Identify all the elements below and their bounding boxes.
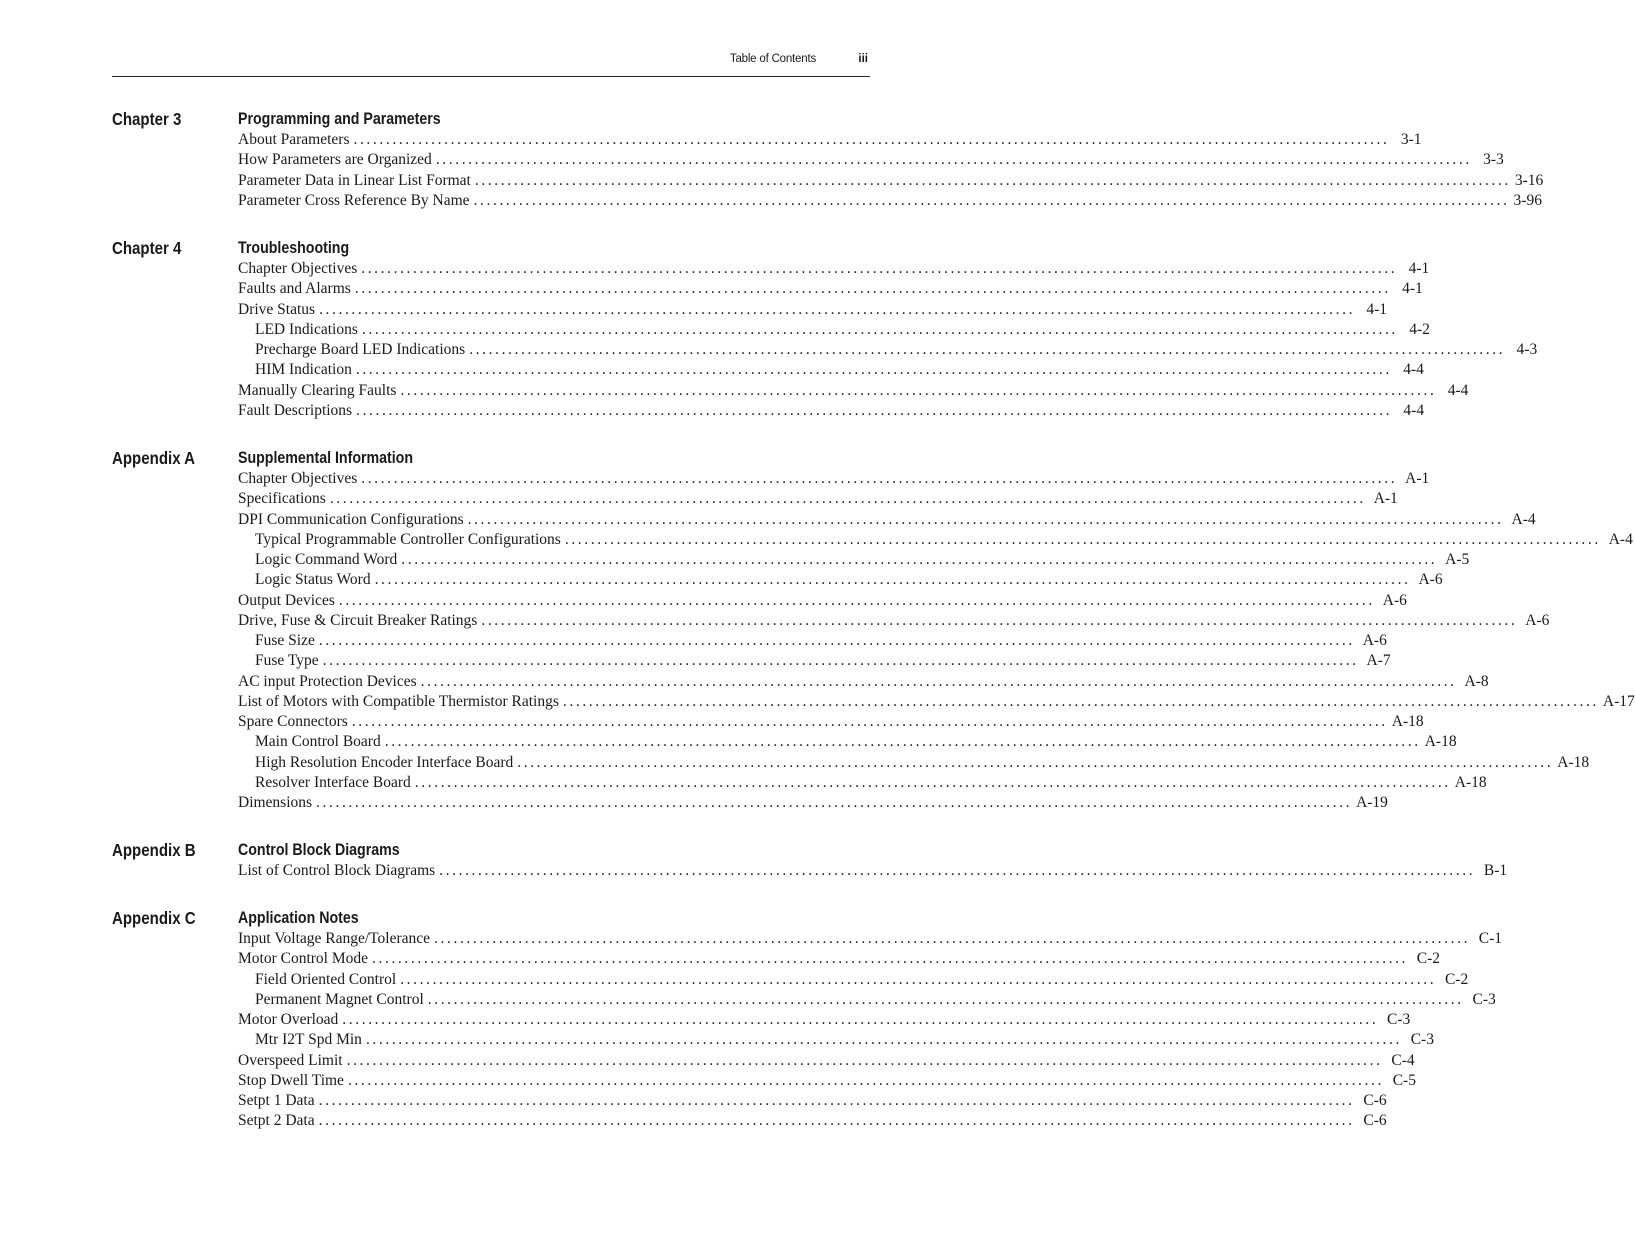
dot-leader: ................................................................................................................................................................ bbox=[319, 300, 1356, 318]
dot-leader: ................................................................................................................................................................ bbox=[474, 171, 1511, 189]
toc-entry-page: 4-4 bbox=[1447, 381, 1469, 399]
toc-entry-page: C-1 bbox=[1478, 930, 1503, 947]
dot-leader: ................................................................................................................................................................ bbox=[469, 341, 1506, 358]
dot-leader: ................................................................................................................................................................ bbox=[342, 1011, 1379, 1028]
toc-entry-page: A-18 bbox=[1557, 753, 1590, 771]
toc-entry-page: C-6 bbox=[1363, 1112, 1387, 1130]
toc-entry-page: C-2 bbox=[1444, 970, 1469, 988]
toc-entry-list bbox=[238, 930, 1503, 1133]
toc-entry-page: A-6 bbox=[1525, 611, 1550, 629]
toc-entry[interactable] bbox=[238, 970, 1469, 991]
toc-entry-page: 4-1 bbox=[1366, 300, 1388, 318]
dot-leader: ................................................................................................................................................................ bbox=[517, 753, 1554, 771]
toc-entry-page: B-1 bbox=[1483, 862, 1508, 879]
dot-leader: ................................................................................................................................................................ bbox=[351, 713, 1388, 730]
dot-leader: ................................................................................................................................................................ bbox=[322, 652, 1359, 670]
toc-entry[interactable] bbox=[238, 773, 1487, 794]
dot-leader: ................................................................................................................................................................ bbox=[400, 381, 1437, 399]
dot-leader: ................................................................................................................................................................ bbox=[347, 1071, 1384, 1089]
toc-entry-title: Motor Overload bbox=[238, 1011, 339, 1028]
toc-entry[interactable] bbox=[238, 401, 1425, 422]
toc-entry[interactable] bbox=[238, 361, 1424, 381]
toc-entry-page: C-6 bbox=[1363, 1092, 1387, 1109]
section-label: Chapter 3 bbox=[112, 109, 182, 129]
toc-entry[interactable] bbox=[238, 551, 1470, 571]
dot-leader: ................................................................................................................................................................ bbox=[346, 1051, 1383, 1069]
toc-entry[interactable] bbox=[238, 171, 1544, 192]
toc-entry[interactable] bbox=[238, 1112, 1387, 1132]
toc-entry[interactable] bbox=[238, 260, 1430, 280]
toc-entry-page: 4-4 bbox=[1403, 401, 1425, 419]
toc-entry-page: C-5 bbox=[1392, 1071, 1416, 1089]
toc-entry[interactable] bbox=[238, 191, 1542, 212]
toc-entry-page: A-1 bbox=[1405, 470, 1430, 487]
toc-entry[interactable] bbox=[238, 341, 1538, 361]
toc-entry-page: 4-1 bbox=[1408, 260, 1430, 277]
toc-entry-title: Resolver Interface Board bbox=[255, 773, 411, 791]
dot-leader: ................................................................................................................................................................ bbox=[361, 320, 1398, 338]
toc-entry-title: Fuse Size bbox=[255, 632, 315, 649]
toc-entry[interactable] bbox=[238, 151, 1504, 171]
toc-entry-title: Parameter Cross Reference By Name bbox=[238, 191, 470, 209]
dot-leader: ................................................................................................................................................................ bbox=[318, 632, 1355, 649]
section-title[interactable]: Control Block Diagrams bbox=[238, 841, 400, 859]
toc-entry[interactable] bbox=[238, 280, 1423, 300]
toc-entry[interactable] bbox=[238, 320, 1430, 341]
toc-entry[interactable] bbox=[238, 300, 1388, 321]
toc-entry-page: C-2 bbox=[1416, 950, 1441, 968]
toc-entry-page: 3-1 bbox=[1400, 131, 1422, 148]
toc-entry-title: List of Control Block Diagrams bbox=[238, 862, 436, 879]
toc-entry-page: A-18 bbox=[1454, 773, 1487, 791]
section-label: Appendix B bbox=[112, 840, 196, 860]
toc-entry[interactable] bbox=[238, 930, 1503, 950]
page-header bbox=[112, 52, 870, 77]
toc-entry-title: Main Control Board bbox=[255, 733, 381, 751]
toc-entry[interactable] bbox=[238, 510, 1536, 531]
toc-entry[interactable] bbox=[238, 381, 1469, 402]
toc-entry-title: Chapter Objectives bbox=[238, 470, 358, 487]
toc-entry[interactable] bbox=[238, 862, 1508, 882]
toc-entry-page: 3-16 bbox=[1514, 171, 1544, 189]
toc-entry-page: A-4 bbox=[1511, 510, 1536, 528]
toc-entry[interactable] bbox=[238, 1051, 1415, 1072]
dot-leader: ................................................................................................................................................................ bbox=[365, 1031, 1402, 1049]
toc-entry-title: HIM Indication bbox=[255, 361, 352, 379]
toc-entry-page: A-6 bbox=[1362, 632, 1387, 649]
toc-entry[interactable] bbox=[238, 1031, 1434, 1051]
toc-entry[interactable] bbox=[238, 1092, 1387, 1112]
toc-entry[interactable] bbox=[238, 611, 1550, 632]
header-page-number: iii bbox=[858, 53, 868, 65]
toc-entry-list bbox=[238, 131, 1544, 212]
toc-entry-title: Fuse Type bbox=[255, 652, 319, 670]
toc-entry-title: Drive, Fuse & Circuit Breaker Ratings bbox=[238, 611, 478, 629]
toc-entry-list bbox=[238, 470, 1635, 814]
toc-entry-page: C-3 bbox=[1472, 990, 1496, 1008]
toc-entry-page: 4-4 bbox=[1403, 361, 1424, 379]
toc-entry[interactable] bbox=[238, 733, 1457, 753]
toc-entry-title: Output Devices bbox=[238, 591, 335, 609]
toc-entry-title: About Parameters bbox=[238, 131, 350, 148]
toc-entry-title: Setpt 2 Data bbox=[238, 1112, 315, 1130]
toc-entry[interactable] bbox=[238, 950, 1441, 970]
section-label: Chapter 4 bbox=[112, 238, 182, 258]
toc-entry[interactable] bbox=[238, 470, 1430, 490]
dot-leader: ................................................................................................................................................................ bbox=[338, 591, 1375, 609]
toc-entry-title: Input Voltage Range/Tolerance bbox=[238, 930, 431, 947]
toc-entry-title: Fault Descriptions bbox=[238, 401, 353, 419]
dot-leader: ................................................................................................................................................................ bbox=[435, 151, 1472, 169]
dot-leader: ................................................................................................................................................................ bbox=[439, 862, 1476, 879]
toc-entry[interactable] bbox=[238, 571, 1443, 591]
toc-entry-title: Chapter Objectives bbox=[238, 260, 358, 277]
toc-entry-title: Drive Status bbox=[238, 300, 316, 318]
toc-entry-title: Permanent Magnet Control bbox=[255, 990, 424, 1008]
toc-entry[interactable] bbox=[238, 672, 1489, 693]
toc-entry-title: Motor Control Mode bbox=[238, 950, 369, 968]
toc-entry-title: AC input Protection Devices bbox=[238, 672, 417, 690]
toc-entry-title: Overspeed Limit bbox=[238, 1051, 343, 1069]
toc-entry-page: A-19 bbox=[1356, 794, 1388, 811]
toc-entry-title: Field Oriented Control bbox=[255, 970, 397, 988]
toc-entry-page: C-4 bbox=[1391, 1051, 1415, 1069]
dot-leader: ................................................................................................................................................................ bbox=[384, 733, 1421, 751]
dot-leader: ................................................................................................................................................................ bbox=[329, 490, 1366, 508]
dot-leader: ................................................................................................................................................................ bbox=[354, 280, 1391, 298]
toc-entry-page: A-18 bbox=[1424, 733, 1457, 751]
toc-entry[interactable] bbox=[238, 490, 1398, 510]
toc-entry[interactable] bbox=[238, 692, 1635, 713]
dot-leader: ................................................................................................................................................................ bbox=[318, 1112, 1355, 1130]
toc-entry-page: C-3 bbox=[1410, 1031, 1434, 1049]
toc-entry-title: Mtr I2T Spd Min bbox=[255, 1031, 362, 1049]
dot-leader: ................................................................................................................................................................ bbox=[400, 970, 1437, 988]
toc-entry[interactable] bbox=[238, 131, 1422, 151]
dot-leader: ................................................................................................................................................................ bbox=[562, 692, 1599, 710]
toc-entry-title: Dimensions bbox=[238, 794, 313, 811]
toc-entry-title: List of Motors with Compatible Thermistor Ratings bbox=[238, 692, 559, 710]
toc-entry-title: Stop Dwell Time bbox=[238, 1071, 344, 1089]
section-title[interactable]: Supplemental Information bbox=[238, 449, 414, 467]
dot-leader: ................................................................................................................................................................ bbox=[473, 191, 1510, 209]
toc-entry-title: Logic Command Word bbox=[255, 551, 398, 568]
dot-leader: ................................................................................................................................................................ bbox=[414, 773, 1451, 791]
toc-entry[interactable] bbox=[238, 632, 1387, 652]
toc-entry[interactable] bbox=[238, 1011, 1411, 1031]
dot-leader: ................................................................................................................................................................ bbox=[355, 361, 1392, 379]
toc-entry[interactable] bbox=[238, 591, 1407, 612]
toc-entry-title: Specifications bbox=[238, 490, 326, 508]
toc-entry-page: 4-3 bbox=[1516, 341, 1538, 358]
toc-entry-title: Faults and Alarms bbox=[238, 280, 351, 298]
toc-entry-title: How Parameters are Organized bbox=[238, 151, 432, 169]
dot-leader: ................................................................................................................................................................ bbox=[481, 611, 1518, 629]
toc-entry-title: High Resolution Encoder Interface Board bbox=[255, 753, 514, 771]
section-label: Appendix C bbox=[112, 908, 196, 928]
dot-leader: ................................................................................................................................................................ bbox=[427, 990, 1464, 1008]
toc-entry[interactable] bbox=[238, 652, 1391, 672]
toc-entry-page: A-1 bbox=[1373, 490, 1398, 508]
dot-leader: ................................................................................................................................................................ bbox=[374, 571, 1411, 589]
toc-entry[interactable] bbox=[238, 713, 1424, 733]
toc-entry-page: A-17 bbox=[1602, 692, 1635, 710]
section-title[interactable]: Troubleshooting bbox=[238, 239, 350, 257]
header-title: Table of Contents bbox=[729, 53, 816, 65]
dot-leader: ................................................................................................................................................................ bbox=[467, 510, 1504, 528]
toc-entry[interactable] bbox=[238, 530, 1633, 551]
toc-entry-page: 4-1 bbox=[1402, 280, 1423, 298]
section-label: Appendix A bbox=[112, 448, 196, 468]
dot-leader: ................................................................................................................................................................ bbox=[564, 530, 1601, 548]
dot-leader: ................................................................................................................................................................ bbox=[316, 794, 1353, 811]
toc-entry-title: Typical Programmable Controller Configurations bbox=[255, 530, 561, 548]
toc-entry-page: C-3 bbox=[1387, 1011, 1411, 1028]
section-title[interactable]: Programming and Parameters bbox=[238, 110, 441, 128]
toc-entry-title: LED Indications bbox=[255, 320, 358, 338]
toc-entry-title: Logic Status Word bbox=[255, 571, 371, 589]
toc-entry[interactable] bbox=[238, 794, 1388, 814]
toc-entry-page: 3-96 bbox=[1513, 191, 1542, 209]
dot-leader: ................................................................................................................................................................ bbox=[356, 401, 1393, 419]
toc-entry-title: Spare Connectors bbox=[238, 713, 348, 730]
toc-entry-title: Setpt 1 Data bbox=[238, 1092, 315, 1109]
toc-entry-page: 4-2 bbox=[1409, 320, 1430, 338]
toc-entry[interactable] bbox=[238, 990, 1496, 1011]
toc-entry-page: A-18 bbox=[1391, 713, 1424, 730]
toc-entry-page: A-7 bbox=[1366, 652, 1391, 670]
dot-leader: ................................................................................................................................................................ bbox=[372, 950, 1409, 968]
toc-entry-page: A-5 bbox=[1445, 551, 1470, 568]
dot-leader: ................................................................................................................................................................ bbox=[361, 260, 1398, 277]
dot-leader: ................................................................................................................................................................ bbox=[318, 1092, 1355, 1109]
toc-entry[interactable] bbox=[238, 753, 1590, 774]
dot-leader: ................................................................................................................................................................ bbox=[420, 672, 1457, 690]
toc-entry-title: Manually Clearing Faults bbox=[238, 381, 397, 399]
dot-leader: ................................................................................................................................................................ bbox=[434, 930, 1471, 947]
toc-entry[interactable] bbox=[238, 1071, 1416, 1092]
toc-entry-list bbox=[238, 260, 1538, 422]
dot-leader: ................................................................................................................................................................ bbox=[401, 551, 1438, 568]
dot-leader: ................................................................................................................................................................ bbox=[361, 470, 1398, 487]
toc-entry-page: A-8 bbox=[1464, 672, 1489, 690]
toc-entry-title: DPI Communication Configurations bbox=[238, 510, 464, 528]
toc-entry-page: 3-3 bbox=[1483, 151, 1504, 169]
toc-entry-page: A-4 bbox=[1608, 530, 1633, 548]
toc-entry-list bbox=[238, 862, 1508, 882]
toc-entry-page: A-6 bbox=[1418, 571, 1443, 589]
dot-leader: ................................................................................................................................................................ bbox=[353, 131, 1390, 148]
section-title[interactable]: Application Notes bbox=[238, 909, 359, 927]
toc-entry-title: Precharge Board LED Indications bbox=[255, 341, 466, 358]
toc-entry-page: A-6 bbox=[1382, 591, 1407, 609]
toc-entry-title: Parameter Data in Linear List Format bbox=[238, 171, 471, 189]
